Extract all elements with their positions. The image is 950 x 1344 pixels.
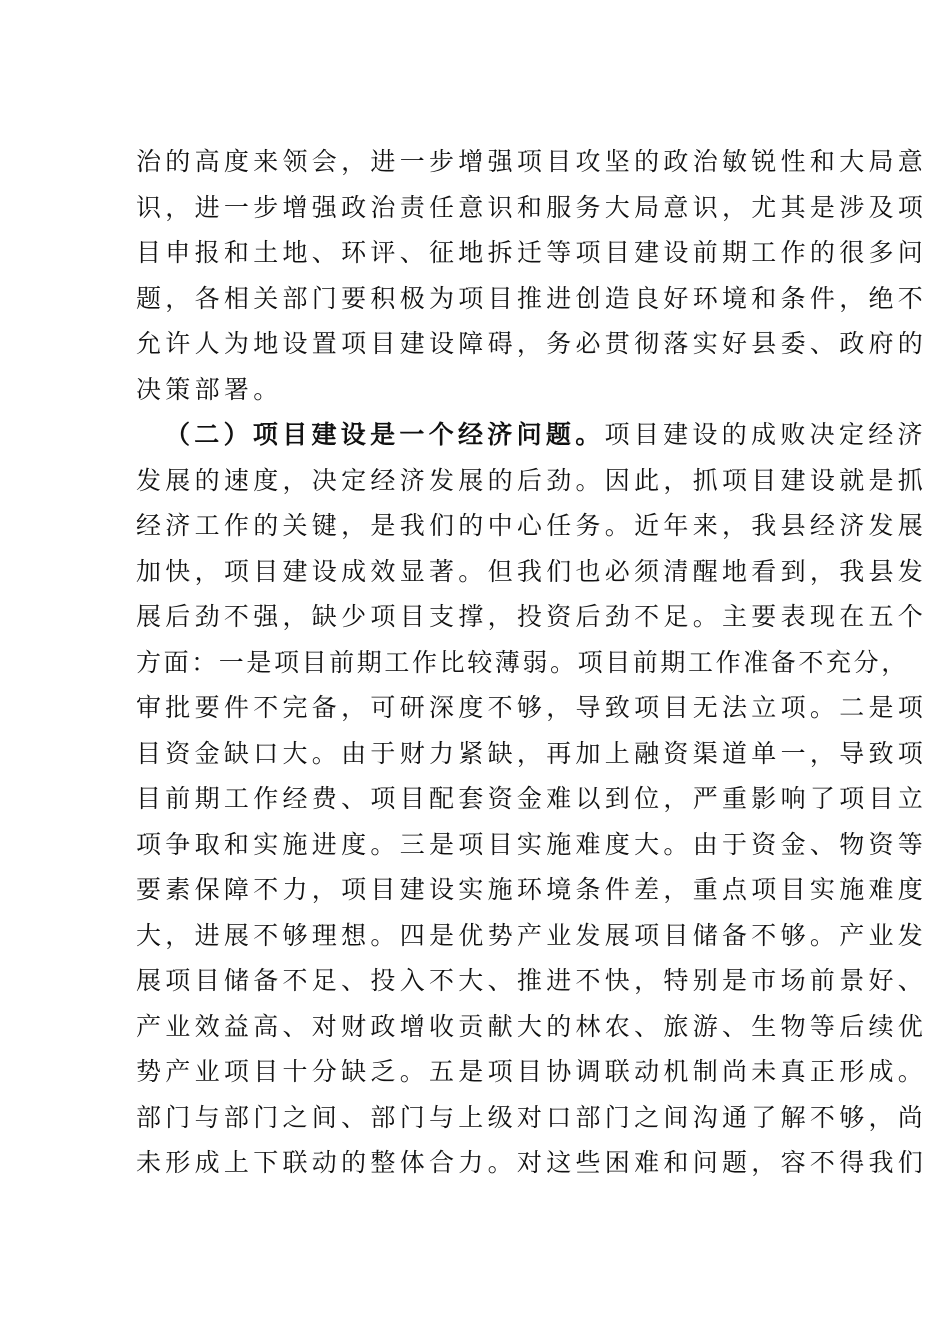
text-line: 项争取和实施进度。三是项目实施难度大。由于资金、物资等 — [136, 829, 928, 859]
text-line: 题，各相关部门要积极为项目推进创造良好环境和条件，绝不 — [136, 283, 928, 313]
text-line: 方面：一是项目前期工作比较薄弱。项目前期工作准备不充分， — [136, 647, 909, 677]
text-line: 要素保障不力，项目建设实施环境条件差，重点项目实施难度 — [136, 875, 928, 904]
text-line: 展项目储备不足、投入不大、推进不快，特别是市场前景好、 — [136, 966, 928, 995]
text-line: 识，进一步增强政治责任意识和服务大局意识，尤其是涉及项 — [136, 192, 928, 222]
text-run: 项目建设的成败决定经济 — [604, 420, 927, 449]
text-line: 势产业项目十分缺乏。五是项目协调联动机制尚未真正形成。 — [136, 1057, 928, 1086]
text-line: 治的高度来领会，进一步增强项目攻坚的政治敏锐性和大局意 — [136, 147, 928, 176]
paragraph-first-line — [136, 412, 927, 458]
text-line: 发展的速度，决定经济发展的后劲。因此，抓项目建设就是抓 — [136, 465, 928, 495]
text-line: 审批要件不完备，可研深度不够，导致项目无法立项。二是项 — [136, 693, 928, 722]
text-line: 加快，项目建设成效显著。但我们也必须清醒地看到，我县发 — [136, 556, 928, 586]
text-line: 未形成上下联动的整体合力。对这些困难和问题，容不得我们 — [136, 1148, 928, 1177]
text-line: 目申报和土地、环评、征地拆迁等项目建设前期工作的很多问 — [136, 238, 928, 267]
text-line: 大，进展不够理想。四是优势产业发展项目储备不够。产业发 — [136, 920, 928, 950]
text-line: 目资金缺口大。由于财力紧缺，再加上融资渠道单一，导致项 — [136, 738, 928, 768]
text-line: 决策部署。 — [136, 374, 283, 404]
text-line: 允许人为地设置项目建设障碍，务必贯彻落实好县委、政府的 — [136, 329, 928, 358]
text-line: 产业效益高、对财政增收贡献大的林农、旅游、生物等后续优 — [136, 1011, 928, 1041]
text-line: 经济工作的关键，是我们的中心任务。近年来，我县经济发展 — [136, 511, 928, 540]
paragraph-economic — [136, 412, 928, 1186]
section-heading: （二）项目建设是一个经济问题。 — [165, 420, 605, 449]
text-line: 目前期工作经费、项目配套资金难以到位，严重影响了项目立 — [136, 784, 928, 813]
paragraph-political — [136, 139, 928, 412]
text-line: 展后劲不强，缺少项目支撑，投资后劲不足。主要表现在五个 — [136, 602, 928, 631]
text-line: 部门与部门之间、部门与上级对口部门之间沟通了解不够，尚 — [136, 1102, 928, 1132]
